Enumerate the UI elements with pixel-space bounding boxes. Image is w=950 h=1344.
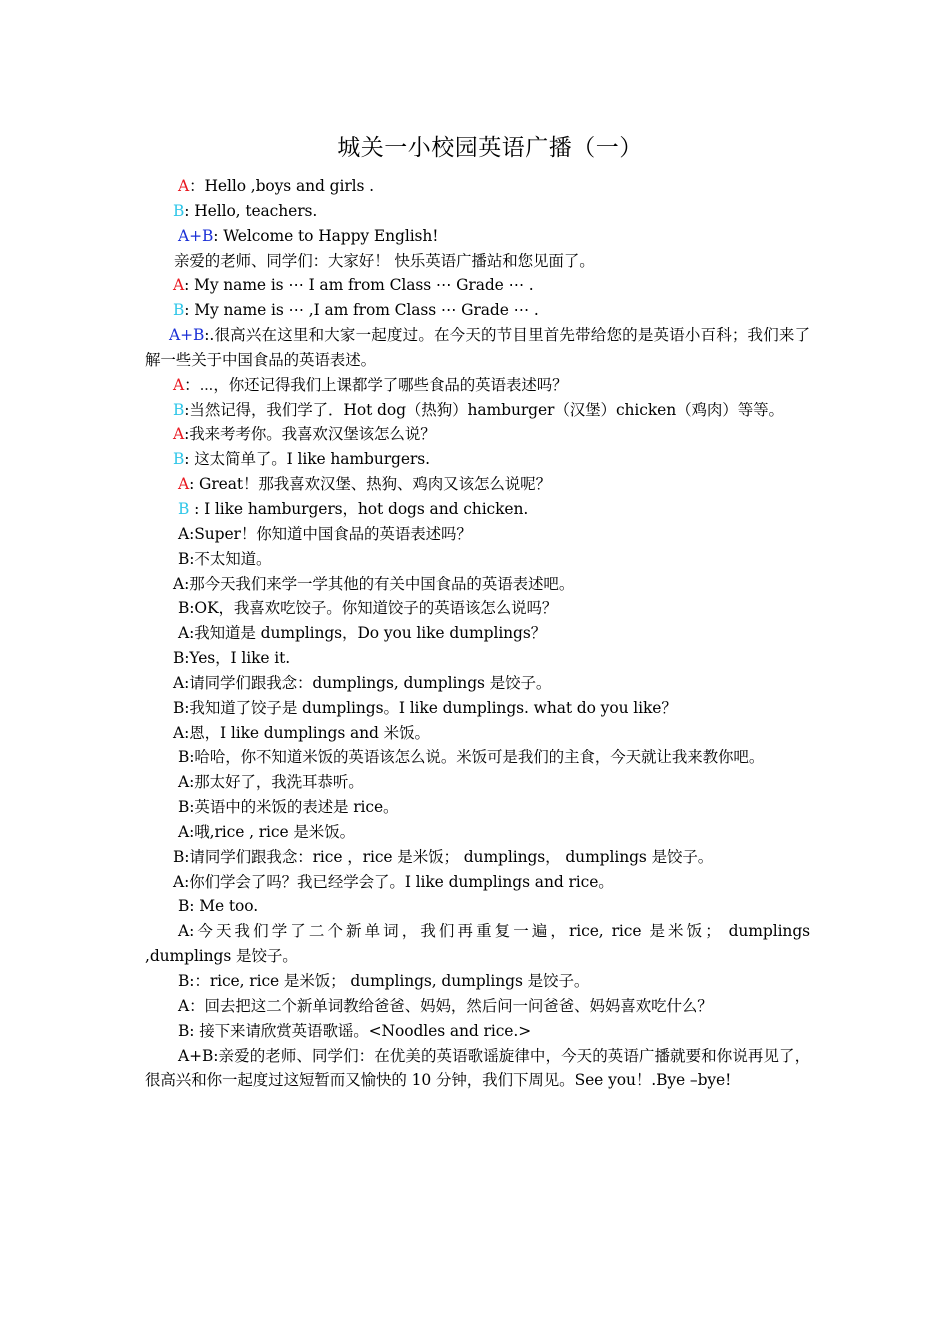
speaker-label: A+B: [178, 226, 214, 245]
dialogue-line: [145, 1044, 810, 1094]
line-text: : My name is ⋯ ,I am from Class ⋯ Grade ⋯ .: [184, 301, 539, 320]
speaker-label: A: [178, 475, 190, 494]
line-text: :当然记得，我们学了．Hot dog（热狗）hamburger（汉堡）chicken（鸡肉）等等。: [184, 400, 784, 419]
line-text: B:Yes，I like it.: [173, 649, 291, 668]
speaker-label: B: [173, 301, 185, 320]
dialogue-line: [145, 845, 810, 870]
dialogue-line: [145, 745, 810, 770]
dialogue-line: [145, 398, 810, 423]
line-text: 亲爱的老师、同学们：大家好！ 快乐英语广播站和您见面了。: [174, 251, 595, 270]
dialogue-line: [145, 870, 810, 895]
dialogue-line: [145, 174, 810, 199]
dialogue-line: [145, 696, 810, 721]
dialogue-line: [145, 323, 810, 373]
dialogue-line: [145, 820, 810, 845]
line-text: B: 接下来请欣赏英语歌谣。<Noodles and rice.>: [178, 1021, 532, 1040]
speaker-label: A: [178, 177, 190, 195]
dialogue-line: [145, 994, 810, 1019]
line-text: B:请同学们跟我念：rice ，rice 是米饭； dumplings， dumplings 是饺子。: [173, 847, 714, 866]
dialogue-line: [145, 547, 810, 572]
line-text: A:那今天我们来学一学其他的有关中国食品的英语表述吧。: [173, 574, 575, 593]
line-text: :我来考考你。我喜欢汉堡该怎么说？: [184, 425, 436, 444]
line-text: A：回去把这二个新单词教给爸爸、妈妈，然后问一问爸爸、妈妈喜欢吃什么？: [178, 996, 713, 1015]
speaker-label: A: [173, 425, 185, 444]
dialogue-line: [145, 422, 810, 447]
dialogue-line: [145, 969, 810, 994]
dialogue-line: [145, 596, 810, 621]
line-text: A:哦,rice , rice 是米饭。: [178, 822, 355, 841]
speaker-label: B: [173, 400, 185, 419]
line-text: A:今天我们学了二个新单词，我们再重复一遍，rice, rice 是米饭； dumplings ,dumplings 是饺子。: [145, 922, 810, 966]
speaker-label: A: [173, 276, 185, 295]
line-text: : Hello, teachers.: [184, 201, 318, 220]
dialogue-line: [145, 621, 810, 646]
dialogue-line: [145, 447, 810, 472]
dialogue-line: [145, 497, 810, 522]
dialogue-line: [145, 472, 810, 497]
line-text: A+B:亲爱的老师、同学们：在优美的英语歌谣旋律中，今天的英语广播就要和你说再见了，很高兴和你一起度过这短暂而又愉快的 10 分钟，我们下周见。See you！.Bye –bye!: [145, 1046, 810, 1090]
line-text: B:我知道了饺子是 dumplings。I like dumplings. what do you like？: [173, 698, 677, 717]
dialogue-line: [145, 273, 810, 298]
line-text: A:那太好了，我洗耳恭听。: [178, 773, 364, 792]
dialogue-line: [145, 572, 810, 597]
dialogue-line: [145, 373, 810, 398]
dialogue-line: [145, 721, 810, 746]
speaker-label: A+B: [169, 326, 205, 345]
line-text: : Welcome to Happy English!: [213, 226, 439, 245]
dialogue-line: [145, 249, 810, 274]
dialogue-line: [145, 298, 810, 323]
document-body: [145, 174, 810, 1093]
speaker-label: B: [173, 450, 185, 469]
line-text: A:请同学们跟我念：dumplings, dumplings 是饺子。: [173, 673, 552, 692]
line-text: B:哈哈，你不知道米饭的英语该怎么说。米饭可是我们的主食，今天就让我来教你吧。: [178, 748, 765, 767]
line-text: : Great！那我喜欢汉堡、热狗、鸡肉又该怎么说呢？: [189, 475, 551, 494]
line-text: ：Hello ,boys and girls .: [189, 177, 375, 195]
dialogue-line: [145, 671, 810, 696]
line-text: A:Super！你知道中国食品的英语表述吗？: [178, 524, 472, 543]
line-text: B: Me too.: [178, 897, 259, 916]
speaker-label: A: [173, 375, 185, 394]
dialogue-line: [145, 224, 810, 249]
line-text: B:不太知道。: [178, 549, 272, 568]
dialogue-line: [145, 894, 810, 919]
dialogue-line: [145, 770, 810, 795]
line-text: A:你们学会了吗？我已经学会了。I like dumplings and rice。: [173, 872, 614, 891]
line-text: A:恩，I like dumplings and 米饭。: [173, 723, 430, 742]
dialogue-line: [145, 522, 810, 547]
dialogue-line: [145, 795, 810, 820]
speaker-label: B: [178, 499, 190, 518]
speaker-label: B: [173, 201, 185, 220]
dialogue-line: [145, 919, 810, 969]
line-text: ：⋯，你还记得我们上课都学了哪些食品的英语表述吗？: [184, 375, 568, 394]
line-text: : I like hamburgers，hot dogs and chicken.: [189, 499, 529, 518]
line-text: B:英语中的米饭的表述是 rice。: [178, 798, 399, 817]
line-text: A:我知道是 dumplings，Do you like dumplings？: [178, 624, 547, 643]
line-text: :.很高兴在这里和大家一起度过。在今天的节目里首先带给您的是英语小百科；我们来了解一些关于中国食品的英语表述。: [145, 326, 810, 369]
dialogue-line: [145, 1019, 810, 1044]
line-text: B:：rice, rice 是米饭； dumplings, dumplings 是饺子。: [178, 972, 590, 990]
line-text: B:OK，我喜欢吃饺子。你知道饺子的英语该怎么说吗？: [178, 599, 558, 618]
line-text: : 这太简单了。I like hamburgers.: [184, 450, 430, 469]
page-title: 城关一小校园英语广播（一）: [337, 135, 643, 161]
line-text: : My name is ⋯ I am from Class ⋯ Grade ⋯ .: [184, 276, 534, 295]
dialogue-line: [145, 199, 810, 224]
dialogue-line: [145, 646, 810, 671]
